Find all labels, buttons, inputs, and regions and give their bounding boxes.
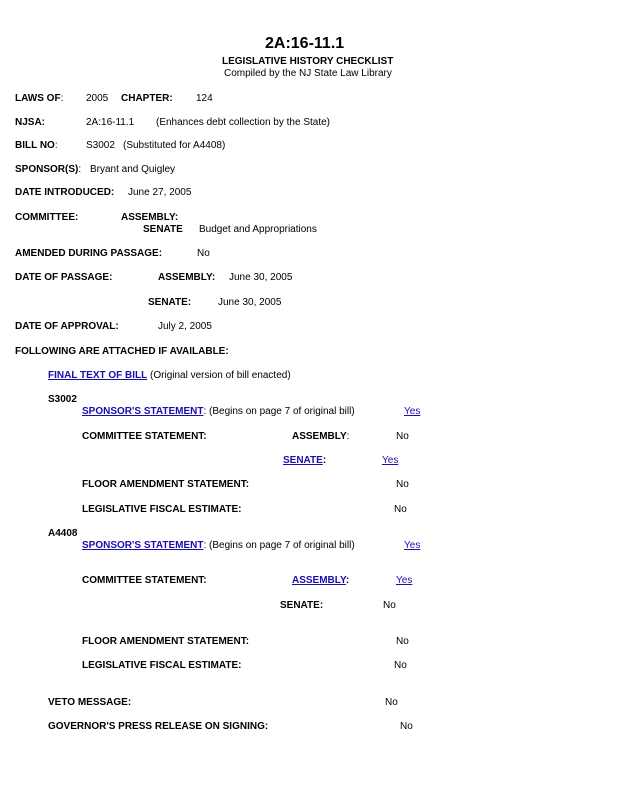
a4408-assembly-link[interactable]: ASSEMBLY (292, 575, 346, 586)
date-introduced-label: DATE INTRODUCED: (15, 187, 115, 198)
final-text-row (48, 370, 291, 382)
final-text-note: (Original version of bill enacted) (150, 370, 291, 381)
veto-label: VETO MESSAGE: (48, 697, 132, 708)
a4408-committee-label: COMMITTEE STATEMENT: (82, 575, 207, 586)
committee-senate-label: SENATE (143, 224, 183, 235)
sponsors-colon: : (78, 164, 82, 175)
s3002-sponsor-yes-link[interactable]: Yes (404, 406, 421, 417)
a4408-senate-value: No (383, 600, 396, 611)
amended-label: AMENDED DURING PASSAGE: (15, 248, 163, 259)
s3002-senate-colon: : (322, 455, 327, 466)
s3002-assembly-value: No (396, 431, 409, 442)
s3002-floor-label: FLOOR AMENDMENT STATEMENT: (82, 479, 250, 490)
a4408-floor-value: No (396, 636, 409, 647)
date-of-approval-value: July 2, 2005 (158, 321, 212, 332)
compiled-by: Compiled by the NJ State Law Library (224, 68, 392, 79)
a4408-fiscal-label: LEGISLATIVE FISCAL ESTIMATE: (82, 660, 242, 671)
s3002-floor-value: No (396, 479, 409, 490)
sponsors-row (15, 164, 81, 176)
date-of-approval-label: DATE OF APPROVAL: (15, 321, 119, 332)
njsa-description: (Enhances debt collection by the State) (156, 117, 330, 128)
bill-no-value: S3002 (86, 140, 115, 151)
bill-no-row (15, 140, 58, 152)
sponsors-value: Bryant and Quigley (90, 164, 176, 175)
laws-of-label: LAWS OF (15, 93, 61, 104)
committee-assembly-label: ASSEMBLY: (121, 212, 179, 223)
a4408-floor-label: FLOOR AMENDMENT STATEMENT: (82, 636, 250, 647)
s3002-sponsor-statement-link[interactable]: SPONSOR'S STATEMENT (82, 406, 204, 417)
veto-value: No (385, 697, 398, 708)
s3002-sponsor-note: : (Begins on page 7 of original bill) (203, 406, 355, 417)
page-title: 2A:16-11.1 (265, 35, 345, 52)
passage-assembly-label: ASSEMBLY: (158, 272, 216, 283)
njsa-value: 2A:16-11.1 (86, 117, 135, 128)
a4408-sponsor-statement-link[interactable]: SPONSOR'S STATEMENT (82, 540, 204, 551)
committee-senate-value: Budget and Appropriations (199, 224, 317, 235)
s3002-senate-yes-link[interactable]: Yes (382, 455, 399, 466)
a4408-senate-label: SENATE: (280, 600, 324, 611)
bill-no-label: BILL NO (15, 140, 55, 151)
chapter-value: 124 (196, 93, 213, 104)
laws-of-row (15, 93, 63, 105)
a4408-sponsor-row (82, 540, 355, 552)
a4408-assembly-yes-link[interactable]: Yes (396, 575, 413, 586)
attached-heading: FOLLOWING ARE ATTACHED IF AVAILABLE: (15, 346, 229, 357)
s3002-committee-label: COMMITTEE STATEMENT: (82, 431, 207, 442)
press-release-value: No (400, 721, 413, 732)
s3002-assembly-label: ASSEMBLY (292, 431, 347, 442)
s3002-assembly-row (292, 431, 349, 443)
bill-no-note: (Substituted for A4408) (123, 140, 226, 151)
passage-senate-value: June 30, 2005 (218, 297, 282, 308)
a4408-label: A4408 (48, 528, 78, 539)
final-text-link[interactable]: FINAL TEXT OF BILL (48, 370, 148, 381)
s3002-fiscal-label: LEGISLATIVE FISCAL ESTIMATE: (82, 504, 242, 515)
laws-of-year: 2005 (86, 93, 109, 104)
chapter-label: CHAPTER: (121, 93, 173, 104)
laws-of-colon: : (60, 93, 64, 104)
sponsors-label: SPONSOR(S) (15, 164, 79, 175)
press-release-label: GOVERNOR'S PRESS RELEASE ON SIGNING: (48, 721, 269, 732)
s3002-senate-link[interactable]: SENATE (283, 455, 323, 466)
date-introduced-value: June 27, 2005 (128, 187, 192, 198)
s3002-senate-row (283, 455, 326, 467)
s3002-fiscal-value: No (394, 504, 407, 515)
a4408-sponsor-note: : (Begins on page 7 of original bill) (203, 540, 355, 551)
passage-senate-label: SENATE: (148, 297, 192, 308)
s3002-label: S3002 (48, 394, 77, 405)
a4408-fiscal-value: No (394, 660, 407, 671)
s3002-sponsor-row (82, 406, 355, 418)
a4408-sponsor-yes-link[interactable]: Yes (404, 540, 421, 551)
bill-no-colon: : (54, 140, 58, 151)
njsa-label: NJSA: (15, 117, 46, 128)
s3002-assembly-colon: : (346, 431, 350, 442)
committee-label: COMMITTEE: (15, 212, 79, 223)
passage-assembly-value: June 30, 2005 (229, 272, 293, 283)
a4408-assembly-colon: : (345, 575, 350, 586)
page-subtitle: LEGISLATIVE HISTORY CHECKLIST (222, 56, 394, 67)
a4408-assembly-row (292, 575, 349, 587)
amended-value: No (197, 248, 210, 259)
date-of-passage-label: DATE OF PASSAGE: (15, 272, 113, 283)
